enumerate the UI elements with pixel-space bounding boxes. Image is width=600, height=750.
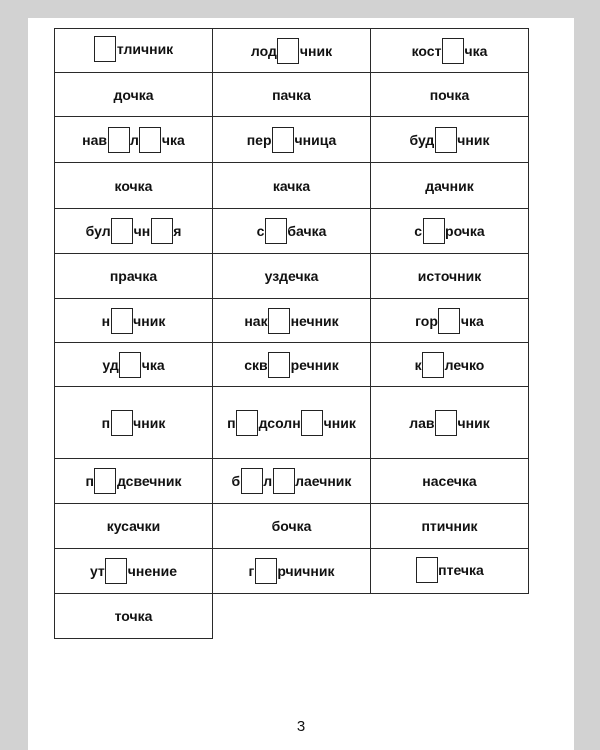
word-cell bbox=[213, 459, 371, 504]
letter-blank-box[interactable] bbox=[105, 558, 127, 584]
word bbox=[265, 268, 319, 284]
word bbox=[102, 410, 166, 436]
letter-blank-box[interactable] bbox=[139, 127, 161, 153]
letter-blank-box[interactable] bbox=[416, 557, 438, 583]
word-fragment: п bbox=[85, 473, 94, 489]
word-cell bbox=[55, 163, 213, 209]
word bbox=[244, 352, 339, 378]
word-fragment: с bbox=[256, 223, 265, 239]
word-cell bbox=[213, 343, 371, 387]
word-fragment: п bbox=[227, 414, 236, 431]
word-fragment: почка bbox=[429, 86, 470, 103]
word-fragment: источник bbox=[417, 268, 482, 284]
word-fragment: чник bbox=[457, 414, 490, 431]
word-cell bbox=[55, 299, 213, 343]
word-fragment: г bbox=[248, 563, 255, 579]
letter-blank-box[interactable] bbox=[272, 127, 294, 153]
word bbox=[425, 178, 474, 194]
word bbox=[86, 218, 182, 244]
word-fragment: чка bbox=[464, 42, 488, 59]
word-fragment: тличник bbox=[116, 41, 174, 57]
word bbox=[227, 410, 356, 436]
word-grid bbox=[54, 28, 529, 639]
word-fragment: нав bbox=[82, 131, 108, 148]
word-cell bbox=[55, 73, 213, 117]
word-cell bbox=[371, 163, 529, 209]
letter-blank-box[interactable] bbox=[111, 218, 133, 244]
word bbox=[272, 518, 312, 534]
word-grid-container bbox=[54, 28, 526, 639]
letter-blank-box[interactable] bbox=[94, 468, 116, 494]
word-fragment: лечко bbox=[444, 356, 485, 373]
worksheet-page bbox=[28, 18, 574, 750]
word-fragment: скв bbox=[244, 356, 268, 373]
word-fragment: чник bbox=[299, 42, 333, 59]
word bbox=[257, 218, 327, 244]
grid-row bbox=[55, 29, 529, 73]
word bbox=[412, 38, 488, 64]
word bbox=[113, 87, 153, 103]
letter-blank-box[interactable] bbox=[241, 468, 263, 494]
word-fragment: лав bbox=[409, 414, 435, 431]
page-number: 3 bbox=[296, 718, 306, 735]
letter-blank-box[interactable] bbox=[435, 127, 457, 153]
word-cell bbox=[55, 549, 213, 594]
word bbox=[272, 87, 311, 103]
word-fragment: дсолн bbox=[258, 414, 301, 431]
word bbox=[82, 127, 185, 153]
word-fragment: насечка bbox=[422, 473, 477, 489]
word-cell bbox=[55, 594, 213, 639]
word-cell bbox=[55, 117, 213, 163]
word-cell bbox=[55, 343, 213, 387]
word-fragment: чнение bbox=[127, 563, 178, 579]
word bbox=[94, 36, 173, 62]
word-fragment: качка bbox=[272, 177, 311, 194]
word bbox=[102, 352, 164, 378]
word-fragment: чник bbox=[457, 131, 490, 148]
letter-blank-box[interactable] bbox=[301, 410, 323, 436]
word-fragment: бул bbox=[85, 223, 111, 239]
word-fragment: точка bbox=[114, 608, 153, 624]
grid-row bbox=[55, 343, 529, 387]
letter-blank-box[interactable] bbox=[273, 468, 295, 494]
word bbox=[410, 127, 490, 153]
word-fragment: к bbox=[414, 356, 422, 373]
word-fragment: с bbox=[414, 223, 423, 239]
word bbox=[418, 268, 481, 284]
word-cell bbox=[55, 29, 213, 73]
letter-blank-box[interactable] bbox=[265, 218, 287, 244]
grid-cell-empty bbox=[213, 594, 371, 639]
grid-row bbox=[55, 387, 529, 459]
grid-row bbox=[55, 254, 529, 299]
word-fragment: н bbox=[101, 312, 111, 329]
letter-blank-box[interactable] bbox=[277, 38, 299, 64]
word-fragment: чник bbox=[323, 414, 356, 431]
word-cell bbox=[213, 504, 371, 549]
grid-row bbox=[55, 73, 529, 117]
word bbox=[273, 178, 310, 194]
word-cell bbox=[371, 254, 529, 299]
word bbox=[90, 558, 177, 584]
word bbox=[249, 558, 335, 584]
word-fragment: пачка bbox=[272, 86, 311, 103]
word-cell bbox=[213, 549, 371, 594]
word-fragment: л bbox=[263, 473, 273, 489]
word-fragment: нечник bbox=[290, 312, 339, 329]
word-cell bbox=[55, 387, 213, 459]
word-fragment: п bbox=[101, 414, 111, 431]
word-fragment: б bbox=[231, 473, 241, 489]
word-fragment: чник bbox=[133, 312, 166, 329]
word-fragment: речник bbox=[290, 356, 339, 373]
word-fragment: я bbox=[173, 223, 182, 239]
word bbox=[251, 38, 332, 64]
letter-blank-box[interactable] bbox=[438, 308, 460, 334]
word bbox=[409, 410, 490, 436]
letter-blank-box[interactable] bbox=[422, 352, 444, 378]
word-fragment: дочка bbox=[113, 86, 154, 103]
grid-row bbox=[55, 117, 529, 163]
word bbox=[414, 218, 484, 244]
word-fragment: ут bbox=[89, 563, 105, 579]
letter-blank-box[interactable] bbox=[255, 558, 277, 584]
word-fragment: чник bbox=[133, 414, 166, 431]
letter-blank-box[interactable] bbox=[151, 218, 173, 244]
word bbox=[415, 308, 484, 334]
letter-blank-box[interactable] bbox=[94, 36, 116, 62]
word-cell bbox=[371, 504, 529, 549]
word-cell bbox=[213, 163, 371, 209]
letter-blank-box[interactable] bbox=[119, 352, 141, 378]
letter-blank-box[interactable] bbox=[435, 410, 457, 436]
word-cell bbox=[371, 459, 529, 504]
word-cell bbox=[213, 73, 371, 117]
grid-row bbox=[55, 459, 529, 504]
word-fragment: птечка bbox=[438, 561, 484, 578]
word bbox=[422, 473, 476, 489]
word-cell bbox=[213, 387, 371, 459]
word bbox=[107, 518, 161, 534]
word-cell bbox=[55, 254, 213, 299]
word bbox=[244, 308, 338, 334]
word-fragment: уд bbox=[102, 356, 119, 373]
word-fragment: птичник bbox=[421, 518, 478, 534]
word-cell bbox=[371, 73, 529, 117]
grid-row bbox=[55, 504, 529, 549]
word-fragment: лаечник bbox=[295, 473, 352, 489]
letter-blank-box[interactable] bbox=[268, 308, 290, 334]
word bbox=[421, 518, 477, 534]
word-cell bbox=[371, 387, 529, 459]
word-cell bbox=[55, 504, 213, 549]
word bbox=[115, 608, 153, 624]
letter-blank-box[interactable] bbox=[268, 352, 290, 378]
grid-row bbox=[55, 163, 529, 209]
word bbox=[247, 127, 337, 153]
word-fragment: дсвечник bbox=[116, 473, 182, 489]
word bbox=[415, 557, 484, 583]
grid-row bbox=[55, 209, 529, 254]
word-cell bbox=[371, 29, 529, 73]
word-fragment: рочка bbox=[445, 223, 485, 239]
word-cell bbox=[213, 299, 371, 343]
word-fragment: кочка bbox=[114, 177, 153, 194]
word bbox=[430, 87, 470, 103]
grid-cell-empty bbox=[371, 594, 529, 639]
word-fragment: чка bbox=[460, 312, 484, 329]
word bbox=[85, 468, 181, 494]
word bbox=[110, 268, 157, 284]
word-fragment: пер bbox=[246, 131, 272, 148]
word-fragment: рчичник bbox=[277, 563, 335, 579]
word-cell bbox=[213, 29, 371, 73]
letter-blank-box[interactable] bbox=[423, 218, 445, 244]
word-cell bbox=[213, 117, 371, 163]
letter-blank-box[interactable] bbox=[108, 127, 130, 153]
word-cell bbox=[371, 549, 529, 594]
letter-blank-box[interactable] bbox=[442, 38, 464, 64]
word-cell bbox=[371, 117, 529, 163]
word-cell bbox=[213, 209, 371, 254]
letter-blank-box[interactable] bbox=[111, 410, 133, 436]
word-fragment: нак bbox=[244, 312, 268, 329]
word-fragment: лод bbox=[250, 42, 277, 59]
word bbox=[102, 308, 166, 334]
word-fragment: л bbox=[130, 131, 139, 148]
word-cell bbox=[371, 209, 529, 254]
word-cell bbox=[213, 254, 371, 299]
grid-row bbox=[55, 594, 529, 639]
word-fragment: бочка bbox=[271, 518, 312, 534]
grid-row bbox=[55, 299, 529, 343]
word-fragment: буд bbox=[409, 131, 435, 148]
word-fragment: бачка bbox=[287, 223, 327, 239]
word-fragment: гор bbox=[415, 312, 438, 329]
word-cell bbox=[55, 459, 213, 504]
grid-row bbox=[55, 549, 529, 594]
word-fragment: дачник bbox=[425, 177, 474, 194]
word bbox=[415, 352, 485, 378]
letter-blank-box[interactable] bbox=[111, 308, 133, 334]
word-fragment: кусачки bbox=[106, 518, 161, 534]
letter-blank-box[interactable] bbox=[236, 410, 258, 436]
word bbox=[115, 178, 153, 194]
word-fragment: уздечка bbox=[264, 268, 319, 284]
word-fragment: чница bbox=[294, 131, 337, 148]
word-fragment: чка bbox=[141, 356, 165, 373]
word-cell bbox=[371, 343, 529, 387]
word-fragment: чн bbox=[133, 223, 151, 239]
word-fragment: чка bbox=[161, 131, 185, 148]
word-fragment: прачка bbox=[109, 268, 158, 284]
word bbox=[232, 468, 352, 494]
word-fragment: кост bbox=[411, 42, 442, 59]
word-cell bbox=[55, 209, 213, 254]
word-cell bbox=[371, 299, 529, 343]
